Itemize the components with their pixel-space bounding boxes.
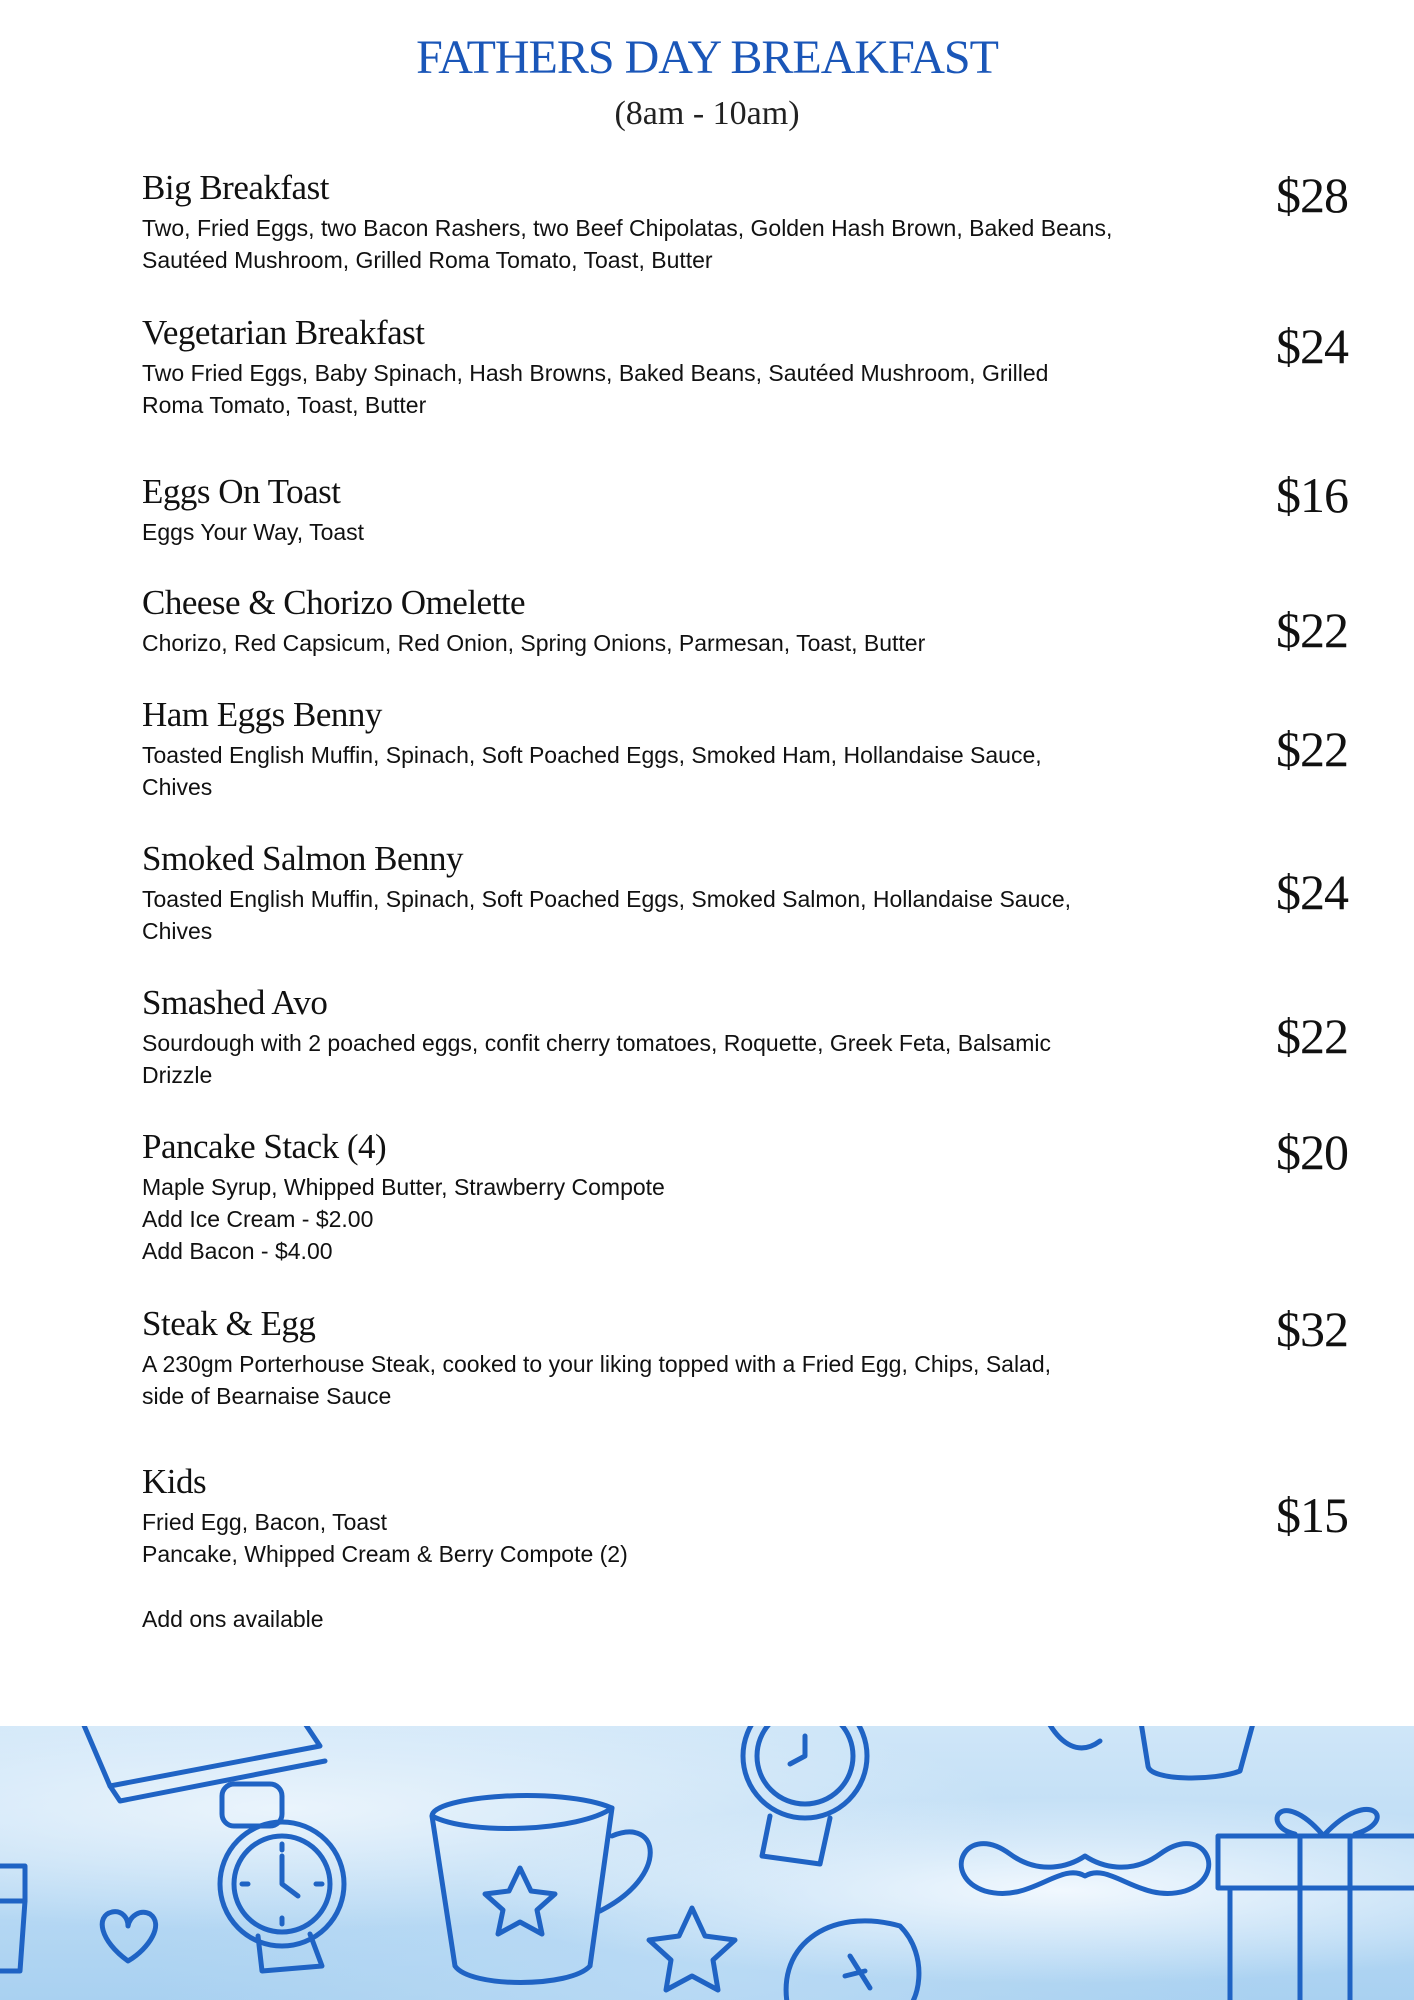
menu-title: FATHERS DAY BREAKFAST [416,31,998,84]
item-description [142,357,1222,421]
desc-line: Sourdough with 2 poached eggs, confit cherry tomatoes, Roquette, Greek Feta, Balsamic [142,1030,1051,1056]
item-description [142,739,1222,803]
desc-line: Two Fried Eggs, Baby Spinach, Hash Browns, Baked Beans, Sautéed Mushroom, Grilled [142,360,1049,386]
item-price: $22 [1276,602,1348,658]
item-description [142,1506,1222,1570]
mug-icon [432,1796,650,1983]
menu-item-kids [142,1460,1352,1570]
item-price: $22 [1276,721,1348,777]
decorative-fathers-day-band [0,1726,1414,2000]
menu-item-ham-eggs-benny [142,693,1352,803]
desc-line: Add Bacon - $4.00 [142,1238,333,1264]
desc-line: side of Bearnaise Sauce [142,1383,392,1409]
desc-line: Chives [142,918,213,944]
desc-line: Drizzle [142,1062,213,1088]
item-price: $24 [1276,318,1348,374]
item-price: $28 [1276,167,1348,223]
menu-hours: (8am - 10am) [614,95,800,132]
menu-item-pancake-stack [142,1125,1352,1267]
watch-icon [743,1726,867,1864]
desc-line: Toasted English Muffin, Spinach, Soft Poached Eggs, Smoked Ham, Hollandaise Sauce, [142,742,1042,768]
phone-icon [1140,1726,1255,1778]
item-name: Eggs On Toast [142,472,341,511]
desc-line: Sautéed Mushroom, Grilled Roma Tomato, Toast, Butter [142,247,713,273]
desc-line: Chorizo, Red Capsicum, Red Onion, Spring Onions, Parmesan, Toast, Butter [142,630,926,656]
item-description [142,627,1222,659]
menu-item-vegetarian-breakfast [142,311,1352,421]
item-name: Kids [142,1462,207,1501]
desc-line: Toasted English Muffin, Spinach, Soft Poached Eggs, Smoked Salmon, Hollandaise Sauce, [142,886,1072,912]
tie-icon [1045,1726,1100,1748]
menu-item-steak-egg [142,1302,1352,1412]
desc-line: Pancake, Whipped Cream & Berry Compote (2) [142,1541,628,1567]
item-name: Vegetarian Breakfast [142,313,425,352]
item-name: Smoked Salmon Benny [142,839,464,878]
watch-icon [220,1784,344,1971]
desc-line: Fried Egg, Bacon, Toast [142,1509,388,1535]
star-icon [649,1908,735,1990]
item-price: $16 [1276,467,1348,523]
menu-item-smashed-avo [142,981,1352,1091]
item-description [142,1027,1222,1091]
item-price: $22 [1276,1008,1348,1064]
fathers-day-icons [0,1726,1414,2000]
item-description [142,1171,1222,1267]
book-icon [80,1726,325,1801]
item-price: $15 [1276,1487,1348,1543]
item-description [142,883,1222,947]
star-icon [485,1868,555,1934]
box-icon [0,1866,25,1971]
item-price: $24 [1276,864,1348,920]
gift-icon [1218,1809,1414,2000]
desc-line: Two, Fried Eggs, two Bacon Rashers, two Beef Chipolatas, Golden Hash Brown, Baked Beans, [142,215,1113,241]
item-name: Ham Eggs Benny [142,695,382,734]
menu-item-smoked-salmon-benny [142,837,1352,947]
desc-line: Chives [142,774,213,800]
item-name: Big Breakfast [142,168,329,207]
football-icon [786,1921,919,2000]
item-name: Cheese & Chorizo Omelette [142,583,526,622]
heart-icon [102,1912,155,1961]
item-name: Smashed Avo [142,983,328,1022]
desc-line: Roma Tomato, Toast, Butter [142,392,427,418]
desc-line: Add Ice Cream - $2.00 [142,1206,374,1232]
item-description [142,516,1222,548]
addons-note: Add ons available [142,1606,324,1632]
menu-item-eggs-on-toast [142,467,1352,548]
desc-line: Maple Syrup, Whipped Butter, Strawberry Compote [142,1174,665,1200]
mustache-icon [961,1844,1208,1894]
menu-item-big-breakfast [142,166,1352,276]
item-price: $32 [1276,1301,1348,1357]
item-description [142,1348,1222,1412]
menu-item-cheese-chorizo-omelette [142,581,1352,659]
item-description [142,212,1222,276]
item-name: Steak & Egg [142,1304,316,1343]
desc-line: Eggs Your Way, Toast [142,519,365,545]
item-price: $20 [1276,1124,1348,1180]
desc-line: A 230gm Porterhouse Steak, cooked to your liking topped with a Fried Egg, Chips, Salad, [142,1351,1052,1377]
item-name: Pancake Stack (4) [142,1127,387,1166]
